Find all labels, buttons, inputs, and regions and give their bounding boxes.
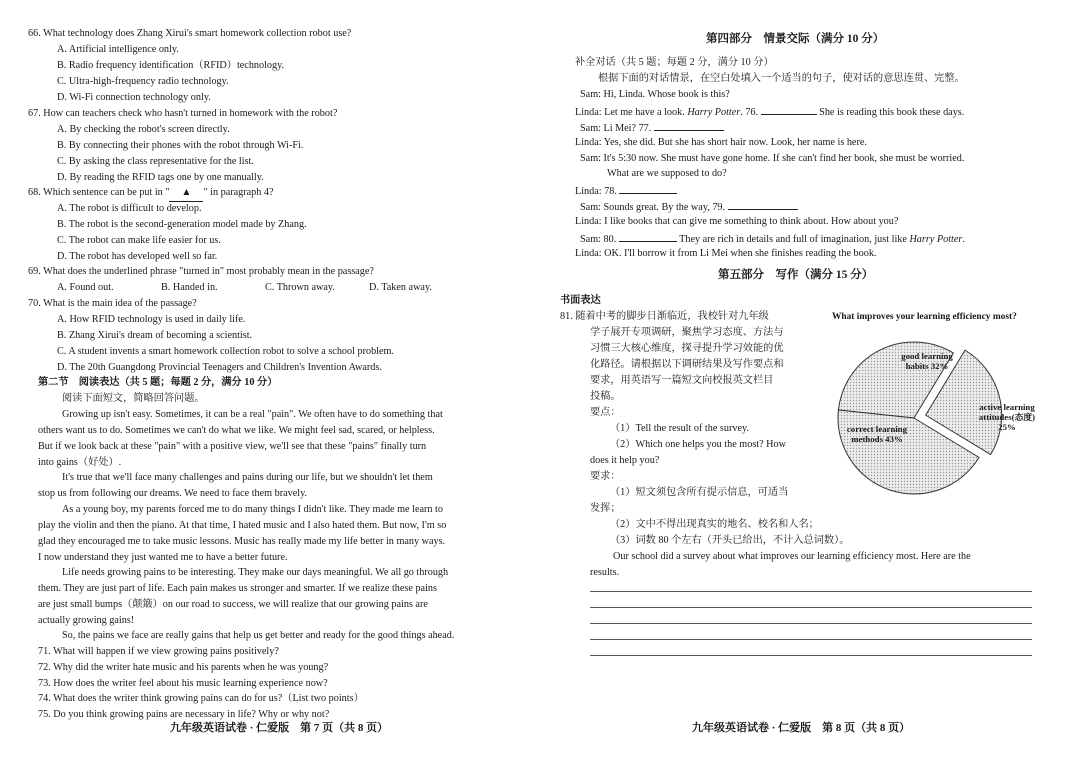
writing-opening-cont: results. bbox=[590, 567, 620, 578]
passage-line: So, the pains we face are really gains that help us get better and ready for the good things ahead. bbox=[62, 630, 455, 641]
q66-option-b: B. Radio frequency identification（RFID）technology. bbox=[57, 60, 285, 71]
q69-options bbox=[40, 280, 432, 296]
q67-option-a: A. By checking the robot's screen directly. bbox=[57, 124, 230, 135]
passage-line: But if we look back at these "pain" with a positive view, we'll see that these "pains" finally turn bbox=[38, 441, 427, 452]
q81-line: 化路径。请根据以下调研结果及写作要点和 bbox=[590, 359, 784, 370]
chart-title: What improves your learning efficiency most? bbox=[832, 312, 1017, 322]
question-75: 75. Do you think growing pains are necessary in life? Why or why not? bbox=[38, 709, 330, 720]
q67-stem: 67. How can teachers check who hasn't turned in homework with the robot? bbox=[28, 108, 338, 119]
survey-pie-chart bbox=[822, 306, 1037, 496]
passage-line: Growing up isn't easy. Sometimes, it can be a real "pain". We often have to do something that bbox=[62, 409, 443, 420]
q69-stem: 69. What does the underlined phrase "turned in" most probably mean in the passage? bbox=[28, 266, 374, 277]
dialogue-line: Linda: I like books that can give me something to think about. How about you? bbox=[575, 216, 899, 227]
requirement-1-cont: 发挥； bbox=[590, 503, 621, 514]
dialogue-line: Sam: Hi, Linda. Whose book is this? bbox=[580, 89, 730, 100]
q68-option-a: A. The robot is difficult to develop. bbox=[57, 203, 202, 214]
requirement-1: （1）短文须包含所有提示信息，可适当 bbox=[610, 487, 789, 498]
point-2-cont: does it help you? bbox=[590, 455, 660, 466]
passage-line: actually growing gains! bbox=[38, 615, 135, 626]
dialogue-line: Linda: 78. bbox=[575, 182, 677, 200]
q68-option-b: B. The robot is the second-generation model made by Zhang. bbox=[57, 219, 307, 230]
q67-option-b: B. By connecting their phones with the robot through Wi-Fi. bbox=[57, 140, 304, 151]
q68-option-c: C. The robot can make life easier for us. bbox=[57, 235, 221, 246]
q70-option-c: C. A student invents a smart homework collection robot to solve a school problem. bbox=[57, 346, 394, 357]
page-8 bbox=[540, 0, 1080, 760]
q67-option-c: C. By asking the class representative for the list. bbox=[57, 156, 254, 167]
requirements-label: 要求： bbox=[590, 471, 621, 482]
dialogue-line: Linda: Yes, she did. But she has short hair now. Look, her name is here. bbox=[575, 137, 867, 148]
q66-option-c: C. Ultra-high-frequency radio technology. bbox=[57, 76, 229, 87]
passage-line: stop us from following our dreams. We need to face them bravely. bbox=[38, 488, 308, 499]
dialogue-line: Linda: Let me have a look. Harry Potter. 76. She is reading this book these days. bbox=[575, 103, 964, 121]
passage-line: into gains（好处）. bbox=[38, 457, 122, 468]
pie-label-active-attitudes: active learning attitudes(态度) 25% bbox=[978, 402, 1036, 432]
point-1: （1）Tell the result of the survey. bbox=[610, 423, 749, 434]
answer-line[interactable] bbox=[590, 623, 1032, 624]
passage-line: glad they encouraged me to take music lessons. Music has really made my life better in many ways. bbox=[38, 536, 446, 547]
q69-option-b: B. Handed in. bbox=[161, 282, 218, 293]
blank-79[interactable] bbox=[728, 198, 798, 210]
q70-stem: 70. What is the main idea of the passage? bbox=[28, 298, 197, 309]
question-72: 72. Why did the writer hate music and his parents when he was young? bbox=[38, 662, 329, 673]
passage-line: them. They are just part of life. Each pain makes us stronger and smarter. If we realize these pains bbox=[38, 583, 437, 594]
dialogue-line: Sam: Sounds great. By the way, 79. bbox=[580, 198, 798, 216]
footer-page-7: 九年级英语试卷 · 仁爱版 第 7 页（共 8 页） bbox=[170, 722, 389, 734]
q70-option-a: A. How RFID technology is used in daily life. bbox=[57, 314, 246, 325]
q66-stem: 66. What technology does Zhang Xirui's smart homework collection robot use? bbox=[28, 28, 352, 39]
answer-line[interactable] bbox=[590, 591, 1032, 592]
q70-option-b: B. Zhang Xirui's dream of becoming a scientist. bbox=[57, 330, 253, 341]
passage-line: It's true that we'll face many challenges and pains during our life, but we shouldn't let them bbox=[62, 472, 433, 483]
pie-svg bbox=[822, 306, 1037, 496]
q66-option-d: D. Wi-Fi connection technology only. bbox=[57, 92, 211, 103]
part4-title: 第四部分 情景交际（满分 10 分） bbox=[706, 33, 885, 45]
q81-line: 81. 随着中考的脚步日渐临近，我校针对九年级 bbox=[560, 311, 769, 322]
q66-option-a: A. Artificial intelligence only. bbox=[57, 44, 179, 55]
blank-76[interactable] bbox=[761, 103, 817, 115]
dialogue-line-cont: What are we supposed to do? bbox=[607, 168, 727, 179]
requirement-3: （3）词数 80 个左右（开头已给出，不计入总词数）。 bbox=[610, 535, 850, 546]
passage-line: others want us to do. Sometimes we can't do what we like. We might feel sad, scared, or helpless. bbox=[38, 425, 435, 436]
question-71: 71. What will happen if we view growing pains positively? bbox=[38, 646, 279, 657]
part4-subheading: 补全对话（共 5 题；每题 2 分，满分 10 分） bbox=[575, 57, 774, 68]
q69-option-a: A. Found out. bbox=[57, 282, 114, 293]
triangle-blank-icon: ▲ bbox=[169, 185, 203, 202]
answer-line[interactable] bbox=[590, 655, 1032, 656]
part5-title: 第五部分 写作（满分 15 分） bbox=[718, 269, 874, 281]
point-2: （2）Which one helps you the most? How bbox=[610, 439, 786, 450]
q69-option-d: D. Taken away. bbox=[369, 282, 432, 293]
passage-line: I now understand they just wanted me to have a better future. bbox=[38, 552, 288, 563]
part4-instruction: 根据下面的对话情景，在空白处填入一个适当的句子，使对话的意思连贯、完整。 bbox=[598, 73, 965, 84]
q68-stem: 68. Which sentence can be put in " ▲ " in paragraph 4? bbox=[28, 185, 274, 202]
section-heading-reading: 第二节 阅读表达（共 5 题；每题 2 分，满分 10 分） bbox=[38, 377, 278, 388]
answer-line[interactable] bbox=[590, 607, 1032, 608]
question-73: 73. How does the writer feel about his music learning experience now? bbox=[38, 678, 328, 689]
passage-line: Life needs growing pains to be interesting. They make our days meaningful. We all go through bbox=[62, 567, 449, 578]
q81-line: 学子展开专项调研，聚焦学习态度、方法与 bbox=[590, 327, 784, 338]
question-74: 74. What does the writer think growing pains can do for us?（List two points） bbox=[38, 693, 364, 704]
passage-line: As a young boy, my parents forced me to do many things I didn't like. They made me learn to bbox=[62, 504, 443, 515]
q81-line: 习惯三大核心维度，探寻提升学习效能的优 bbox=[590, 343, 784, 354]
q67-option-d: D. By reading the RFID tags one by one manually. bbox=[57, 172, 264, 183]
footer-page-8: 九年级英语试卷 · 仁爱版 第 8 页（共 8 页） bbox=[692, 722, 911, 734]
passage-line: play the violin and then the piano. At that time, I hated music and I also hated them. But now, I'm so bbox=[38, 520, 447, 531]
dialogue-line: Sam: Li Mei? 77. bbox=[580, 119, 724, 137]
writing-label: 书面表达 bbox=[560, 295, 601, 306]
writing-opening: Our school did a survey about what improves our learning efficiency most. Here are the bbox=[613, 551, 971, 562]
q81-line: 投稿。 bbox=[590, 391, 621, 402]
blank-78[interactable] bbox=[619, 182, 677, 194]
dialogue-line: Sam: 80. They are rich in details and full of imagination, just like Harry Potter. bbox=[580, 230, 965, 248]
points-label: 要点： bbox=[590, 407, 621, 418]
q68-option-d: D. The robot has developed well so far. bbox=[57, 251, 218, 262]
q81-line: 要求，用英语写一篇短文向校报英文栏目 bbox=[590, 375, 774, 386]
blank-77[interactable] bbox=[654, 119, 724, 131]
dialogue-line: Sam: It's 5:30 now. She must have gone home. If she can't find her book, she must be worried. bbox=[580, 153, 965, 164]
pie-label-correct-methods: correct learning methods 43% bbox=[846, 424, 908, 444]
passage-line: are just small bumps（颠簸）on our road to success, we will realize that our growing pains are bbox=[38, 599, 428, 610]
blank-80[interactable] bbox=[619, 230, 677, 242]
q70-option-d: D. The 20th Guangdong Provincial Teenagers and Children's Invention Awards. bbox=[57, 362, 382, 373]
q69-option-c: C. Thrown away. bbox=[265, 282, 335, 293]
pie-label-good-habits: good learning habits 32% bbox=[901, 351, 953, 371]
answer-line[interactable] bbox=[590, 639, 1032, 640]
reading-instruction: 阅读下面短文，简略回答问题。 bbox=[62, 393, 205, 404]
requirement-2: （2）文中不得出现真实的地名、校名和人名； bbox=[610, 519, 819, 530]
dialogue-line: Linda: OK. I'll borrow it from Li Mei when she finishes reading the book. bbox=[575, 248, 877, 259]
